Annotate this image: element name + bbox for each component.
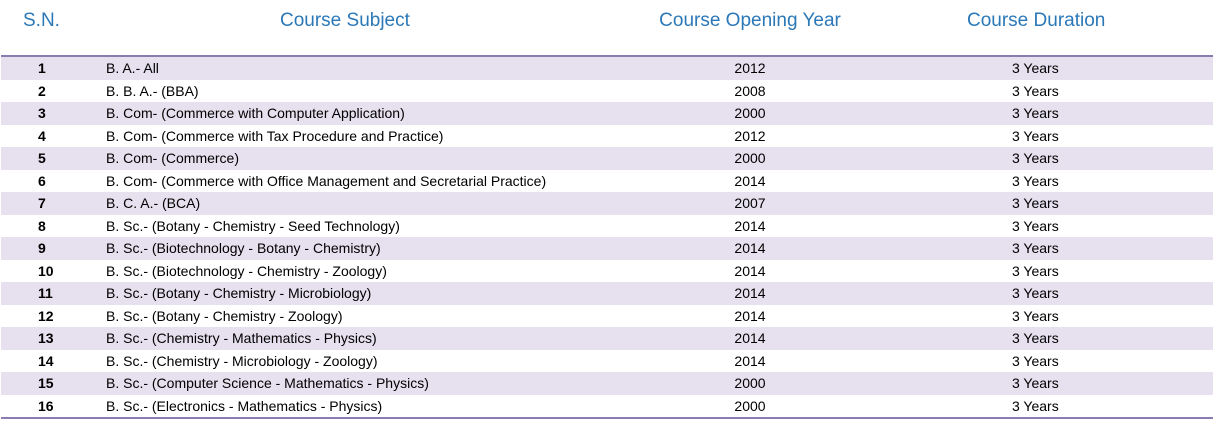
cell-duration: 3 Years (1012, 82, 1059, 99)
cell-subject: B. A.- All (106, 60, 159, 76)
cell-year: 2014 (734, 172, 766, 189)
cell-subject: B. Sc.- (Chemistry - Microbiology - Zoology) (106, 352, 378, 369)
table-row (1, 395, 1213, 419)
cell-sn: 16 (1, 395, 85, 419)
cell-sn: 2 (38, 82, 46, 99)
cell-sn: 7 (38, 195, 46, 211)
cell-subject: B. Sc.- (Botany - Chemistry - Microbiology) (106, 285, 372, 301)
cell-year: 2000 (615, 395, 885, 419)
cell-duration: 3 Years (1012, 307, 1059, 324)
cell-duration: 3 Years (1012, 352, 1059, 369)
cell-subject: B. Sc.- (Computer Science - Mathematics - Physics) (106, 375, 429, 391)
table-row (1, 215, 1213, 238)
cell-duration: 3 Years (1012, 127, 1059, 144)
cell-year: 2014 (734, 240, 766, 256)
cell-duration: 3 Years (1012, 150, 1059, 166)
cell-sn: 13 (38, 330, 54, 346)
cell-year: 2014 (734, 330, 766, 346)
table-row (1, 305, 1213, 328)
table-header (1, 0, 1213, 56)
table-row (1, 192, 1213, 215)
cell-subject: B. C. A.- (BCA) (106, 195, 201, 211)
table-row (1, 350, 1213, 373)
cell-subject: B. Sc.- (Electronics - Mathematics - Physics) (85, 395, 615, 419)
cell-sn: 5 (38, 150, 46, 166)
cell-sn: 10 (38, 262, 54, 279)
cell-subject: B. Com- (Commerce with Tax Procedure and Practice) (106, 127, 444, 144)
table-row (1, 237, 1213, 260)
cell-subject: B. Com- (Commerce) (106, 150, 240, 166)
cell-duration: 3 Years (1012, 195, 1059, 211)
cell-year: 2014 (734, 352, 766, 369)
table-row (1, 56, 1213, 80)
course-table (1, 0, 1213, 419)
cell-subject: B. Com- (Commerce with Office Management and Secretarial Practice) (106, 172, 547, 189)
cell-duration: 3 Years (885, 395, 1213, 419)
header-course-opening-year: Course Opening Year (615, 0, 885, 56)
cell-subject: B. B. A.- (BBA) (106, 82, 199, 99)
header-row (1, 0, 1213, 56)
table-row (1, 282, 1213, 305)
cell-year: 2014 (734, 262, 766, 279)
cell-year: 2008 (734, 82, 766, 99)
table-row (1, 102, 1213, 125)
cell-year: 2014 (734, 285, 766, 301)
cell-sn: 4 (38, 127, 46, 144)
cell-year: 2014 (734, 307, 766, 324)
table-row (1, 147, 1213, 170)
cell-duration: 3 Years (1012, 60, 1059, 76)
header-course-duration: Course Duration (885, 0, 1213, 56)
header-course-subject: Course Subject (85, 0, 615, 56)
cell-duration: 3 Years (1012, 105, 1059, 121)
cell-subject: B. Com- (Commerce with Computer Application) (106, 105, 405, 121)
cell-year: 2012 (734, 127, 766, 144)
table-row (1, 80, 1213, 103)
cell-year: 2012 (734, 60, 766, 76)
cell-sn: 14 (38, 352, 54, 369)
table-row (1, 125, 1213, 148)
cell-duration: 3 Years (1012, 217, 1059, 234)
cell-sn: 3 (38, 105, 46, 121)
cell-subject: B. Sc.- (Chemistry - Mathematics - Physics) (106, 330, 377, 346)
cell-duration: 3 Years (1012, 285, 1059, 301)
cell-sn: 9 (38, 240, 46, 256)
cell-sn: 1 (38, 60, 46, 76)
cell-subject: B. Sc.- (Biotechnology - Botany - Chemistry) (106, 240, 381, 256)
cell-sn: 11 (38, 285, 53, 301)
cell-duration: 3 Years (1012, 330, 1059, 346)
cell-duration: 3 Years (1012, 240, 1059, 256)
cell-year: 2000 (734, 150, 766, 166)
table-row (1, 260, 1213, 283)
cell-sn: 12 (38, 307, 54, 324)
cell-subject: B. Sc.- (Biotechnology - Chemistry - Zoology) (106, 262, 387, 279)
cell-sn: 15 (38, 375, 54, 391)
cell-year: 2000 (734, 105, 766, 121)
cell-sn: 6 (38, 172, 46, 189)
header-sn: S.N. (1, 0, 85, 56)
cell-duration: 3 Years (1012, 172, 1059, 189)
cell-year: 2014 (734, 217, 766, 234)
table-row (1, 327, 1213, 350)
cell-subject: B. Sc.- (Botany - Chemistry - Seed Technology) (106, 217, 400, 234)
cell-duration: 3 Years (1012, 262, 1059, 279)
cell-subject: B. Sc.- (Botany - Chemistry - Zoology) (106, 307, 343, 324)
table-body (1, 56, 1213, 418)
cell-year: 2000 (734, 375, 766, 391)
table-row (1, 372, 1213, 395)
cell-year: 2007 (734, 195, 766, 211)
cell-sn: 8 (38, 217, 46, 234)
cell-duration: 3 Years (1012, 375, 1059, 391)
table-row (1, 170, 1213, 193)
